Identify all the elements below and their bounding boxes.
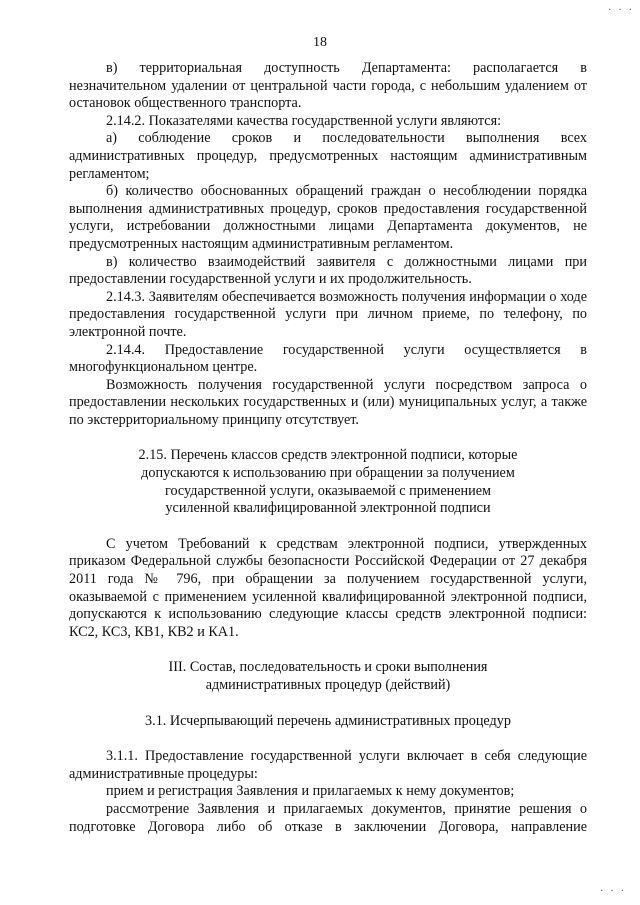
paragraph-extraterritorial: Возможность получения государственной услуги посредством запроса о предоставлении нескольких государственных и (или) муниципальных услуг, а также по экстерриториальному принципу отсутствует. (69, 376, 587, 428)
paragraph-2-14-2-b: б) количество обоснованных обращений граждан о несоблюдении порядка выполнения административных процедур, сроков предоставления государственной услуги, истребовании должностными лицами Департамента документов, не предусмотренных настоящим административным регламентом. (69, 183, 587, 252)
scan-mark-bottom: · · · (600, 886, 626, 898)
paragraph-2-14-3: 2.14.3. Заявителям обеспечивается возможность получения информации о ходе предоставления государственной услуги при личном приеме, по телефону, по электронной почте. (69, 288, 587, 340)
paragraph-2-14-2: 2.14.2. Показателями качества государственной услуги являются: (106, 112, 502, 129)
page-number: 18 (313, 35, 327, 50)
section-heading-2-15 (69, 447, 587, 517)
scan-mark-top: · · · (608, 5, 634, 16)
heading-line: административных процедур (действий) (205, 677, 451, 693)
paragraph-2-14-2-v: в) количество взаимодействий заявителя с должностными лицами при предоставлении государственной услуги и их продолжительность. (69, 253, 587, 288)
heading-line: допускаются к использованию при обращении за получением (141, 465, 515, 482)
heading-line: III. Состав, последовательность и сроки выполнения (168, 659, 488, 676)
paragraph-2-14-4: 2.14.4. Предоставление государственной услуги осуществляется в многофункциональном центре. (69, 341, 587, 376)
page-body (69, 60, 587, 836)
paragraph-procedure-1: прием и регистрация Заявления и прилагаемых к нему документов; (106, 783, 515, 800)
section-heading-iii (69, 659, 587, 694)
paragraph-3-1-1: 3.1.1. Предоставление государственной услуги включает в себя следующие административные процедуры: (69, 748, 587, 782)
paragraph-procedure-2: рассмотрение Заявления и прилагаемых документов, принятие решения о подготовке Договора либо об отказе в заключении Договора, направление (69, 800, 587, 835)
paragraph-2-14-2-a: а) соблюдение сроков и последовательности выполнения всех административных процедур, предусмотренных настоящим административным регламентом; (69, 130, 587, 182)
heading-line: государственной услуги, оказываемой с применением (165, 482, 491, 499)
section-heading-3-1: 3.1. Исчерпывающий перечень административных процедур (145, 712, 511, 729)
heading-line: 2.15. Перечень классов средств электронной подписи, которые (138, 447, 518, 464)
paragraph-signature-classes: С учетом Требований к средствам электронной подписи, утвержденных приказом Федеральной службы безопасности Российской Федерации от 27 декабря 2011 года № 796, при обращении за получением государственной услуги, оказываемой с применением усиленной квалифицированной электронной подписи, допускаются к использованию следующие классы средств электронной подписи: КС2, КС3, КВ1, КВ2 и КА1. (69, 535, 587, 640)
heading-line: усиленной квалифицированной электронной подписи (165, 500, 491, 517)
paragraph-2-14-1-v: в) территориальная доступность Департамента: располагается в незначительном удалении от центральной части города, с небольшим удалением от остановок общественного транспорта. (69, 60, 587, 112)
